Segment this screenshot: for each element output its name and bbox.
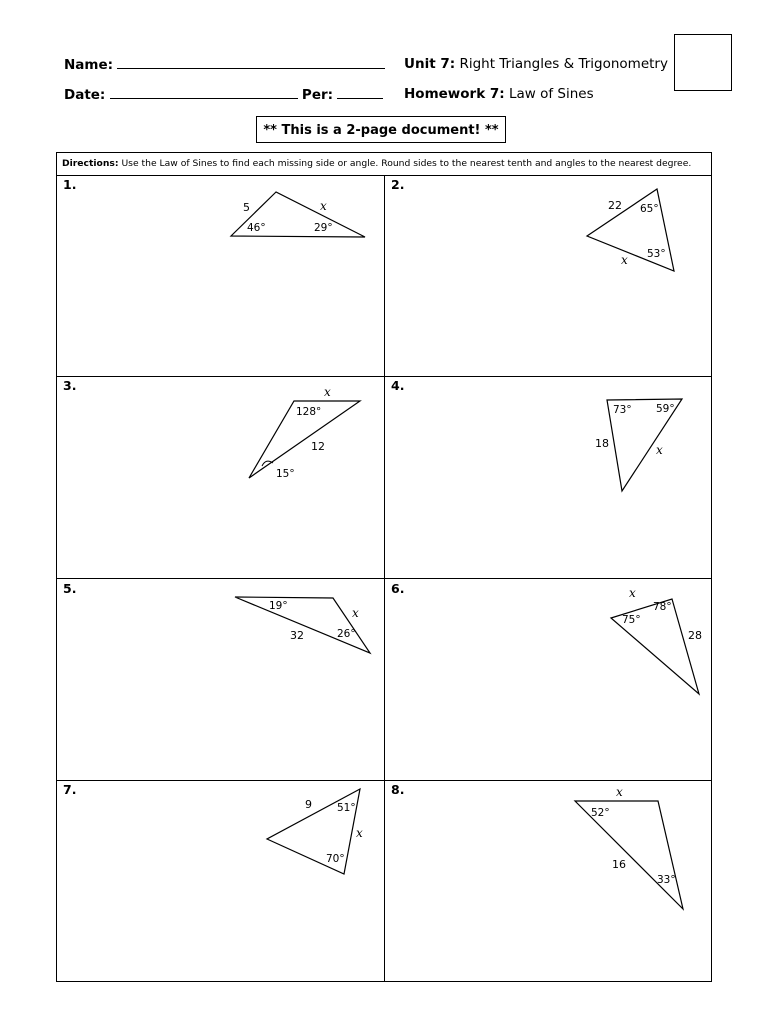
date-label: Date: <box>64 87 106 103</box>
problem-number-7: 7. <box>63 782 77 797</box>
triangle-5-label: x <box>352 606 359 620</box>
triangle-3-label: 15° <box>276 468 295 480</box>
triangle-2-label: 53° <box>647 248 666 260</box>
triangle-3-label: 128° <box>296 406 322 418</box>
triangle-1-label: 46° <box>247 222 266 234</box>
date-blank[interactable] <box>110 86 298 99</box>
triangle-4-label: x <box>656 443 663 457</box>
triangle-5-label: 32 <box>290 629 304 642</box>
homework-title: Law of Sines <box>508 86 594 102</box>
triangle-7-label: 51° <box>337 802 356 814</box>
triangle-1-label: x <box>320 199 327 213</box>
triangle-8-label: 52° <box>591 807 610 819</box>
name-label: Name: <box>64 57 114 73</box>
homework-label: Homework 7: <box>404 86 505 102</box>
unit-label: Unit 7: <box>404 56 456 72</box>
column-divider <box>384 176 385 982</box>
triangle-4-label: 73° <box>613 404 632 416</box>
triangle-3-label: x <box>324 385 331 399</box>
row-divider <box>56 578 712 579</box>
triangle-3-label: 12 <box>311 440 325 453</box>
triangle-6-label: 75° <box>622 614 641 626</box>
triangle-4-label: 59° <box>656 403 675 415</box>
name-field[interactable] <box>64 56 385 73</box>
triangle-8-label: 33° <box>657 874 676 886</box>
problem-number-8: 8. <box>391 782 405 797</box>
triangle-8-label: 16 <box>612 858 626 871</box>
page-notice-banner: ** This is a 2-page document! ** <box>256 116 506 143</box>
triangle-4-label: 18 <box>595 437 609 450</box>
per-label: Per: <box>301 87 334 103</box>
problem-number-3: 3. <box>63 378 77 393</box>
triangle-2-label: 65° <box>640 203 659 215</box>
row-divider <box>56 376 712 377</box>
problem-number-5: 5. <box>63 581 77 596</box>
unit-title: Right Triangles & Trigonometry <box>459 56 668 72</box>
triangle-1-label: 5 <box>243 201 250 214</box>
triangle-7-label: 70° <box>326 853 345 865</box>
directions-label: Directions: <box>62 158 119 169</box>
score-box <box>674 34 732 91</box>
date-field[interactable] <box>64 86 383 103</box>
triangle-6-label: x <box>629 586 636 600</box>
name-blank[interactable] <box>117 56 385 69</box>
triangle-7-label: x <box>356 826 363 840</box>
directions-text: Use the Law of Sines to find each missing side or angle. Round sides to the nearest tenth and angles to the nearest degree. <box>121 158 692 169</box>
problem-number-2: 2. <box>391 177 405 192</box>
problem-number-1: 1. <box>63 177 77 192</box>
problem-number-6: 6. <box>391 581 405 596</box>
triangle-2-label: x <box>621 253 628 267</box>
triangle-1-label: 29° <box>314 222 333 234</box>
triangle-5-label: 26° <box>337 628 356 640</box>
triangle-7-label: 9 <box>305 798 312 811</box>
triangle-2-label: 22 <box>608 199 622 212</box>
triangle-6-label: 78° <box>653 601 672 613</box>
problem-number-4: 4. <box>391 378 405 393</box>
per-blank[interactable] <box>337 86 383 99</box>
triangle-5-label: 19° <box>269 600 288 612</box>
homework-heading <box>404 86 594 102</box>
row-divider <box>56 780 712 781</box>
triangle-8-label: x <box>616 785 623 799</box>
triangle-6-label: 28 <box>688 629 702 642</box>
directions-row <box>56 152 712 176</box>
unit-heading <box>404 56 668 72</box>
